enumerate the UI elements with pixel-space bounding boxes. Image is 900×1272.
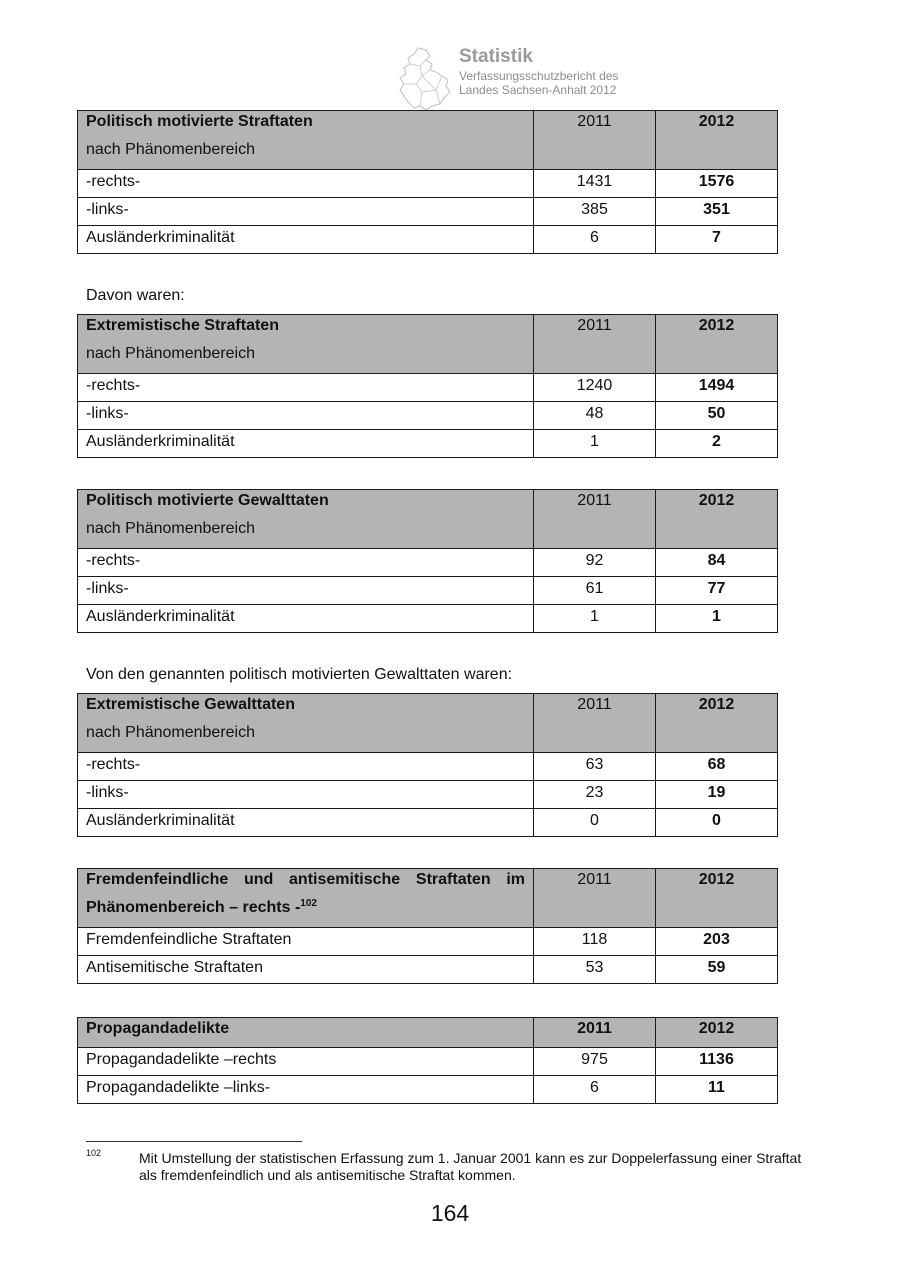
paragraph-von-den-genannten: Von den genannten politisch motivierten Gewalttaten waren: xyxy=(86,666,513,683)
value-2011: 1431 xyxy=(534,170,656,198)
footnote-divider xyxy=(86,1141,302,1142)
table-row xyxy=(78,430,778,458)
value-2012: 351 xyxy=(656,198,778,226)
table-header-label xyxy=(78,111,534,170)
table-header-label xyxy=(78,1018,534,1048)
table-row xyxy=(78,781,778,809)
value-2012: 1136 xyxy=(656,1048,778,1076)
column-header-2012: 2012 xyxy=(656,694,778,753)
table-subtitle: nach Phänomenbereich xyxy=(86,141,256,158)
value-2011: 1 xyxy=(534,430,656,458)
column-header-2011: 2011 xyxy=(534,111,656,170)
footnote-reference[interactable]: 102 xyxy=(300,898,317,909)
value-2011: 1 xyxy=(534,605,656,633)
row-label: -links- xyxy=(78,781,534,809)
table-title: Fremdenfeindliche und antisemitische Straftaten im xyxy=(86,871,525,888)
saxony-anhalt-map-logo xyxy=(396,46,452,110)
header-subtitle-line2: Landes Sachsen-Anhalt 2012 xyxy=(459,83,617,97)
table-title: Extremistische Straftaten xyxy=(86,317,279,334)
table-header-row xyxy=(78,869,778,928)
value-2011: 6 xyxy=(534,226,656,254)
table-row xyxy=(78,170,778,198)
row-label: -links- xyxy=(78,198,534,226)
column-header-2011: 2011 xyxy=(534,694,656,753)
row-label: Fremdenfeindliche Straftaten xyxy=(78,928,534,956)
value-2012: 50 xyxy=(656,402,778,430)
table-row xyxy=(78,809,778,837)
table-title: Extremistische Gewalttaten xyxy=(86,696,295,713)
header-subtitle-line1: Verfassungsschutzbericht des xyxy=(459,69,619,83)
value-2012: 19 xyxy=(656,781,778,809)
footnote-text: Mit Umstellung der statistischen Erfassung zum 1. Januar 2001 kann es zur Doppelerfassung einer Straftat als fremdenfeindlich und als antisemitische Straftat kommen. xyxy=(139,1150,802,1183)
footnote-number: 102 xyxy=(86,1148,102,1158)
column-header-2012: 2012 xyxy=(656,315,778,374)
value-2011: 1240 xyxy=(534,374,656,402)
table-extremistische-straftaten xyxy=(77,314,778,458)
column-header-2012: 2012 xyxy=(656,1018,778,1048)
row-label: Ausländerkriminalität xyxy=(78,809,534,837)
value-2011: 0 xyxy=(534,809,656,837)
column-header-2012: 2012 xyxy=(656,490,778,549)
value-2012: 203 xyxy=(656,928,778,956)
row-label: Antisemitische Straftaten xyxy=(78,956,534,984)
row-label: -links- xyxy=(78,402,534,430)
table-propagandadelikte xyxy=(77,1017,778,1104)
value-2012: 68 xyxy=(656,753,778,781)
table-subtitle: nach Phänomenbereich xyxy=(86,345,256,362)
table-subtitle xyxy=(86,898,525,918)
table-subtitle: nach Phänomenbereich xyxy=(86,520,256,537)
value-2011: 118 xyxy=(534,928,656,956)
row-label: -links- xyxy=(78,577,534,605)
table-header-row xyxy=(78,694,778,753)
value-2012: 84 xyxy=(656,549,778,577)
column-header-2011: 2011 xyxy=(534,1018,656,1048)
table-header-row xyxy=(78,111,778,170)
value-2012: 0 xyxy=(656,809,778,837)
table-row xyxy=(78,577,778,605)
table-header-row xyxy=(78,1018,778,1048)
row-label: Ausländerkriminalität xyxy=(78,226,534,254)
table-row xyxy=(78,402,778,430)
row-label: Ausländerkriminalität xyxy=(78,430,534,458)
table-header-label xyxy=(78,315,534,374)
table-row xyxy=(78,226,778,254)
table-row xyxy=(78,928,778,956)
table-header-label xyxy=(78,869,534,928)
value-2011: 23 xyxy=(534,781,656,809)
column-header-2012: 2012 xyxy=(656,869,778,928)
table-header-row xyxy=(78,315,778,374)
row-label: -rechts- xyxy=(78,374,534,402)
table-header-label xyxy=(78,694,534,753)
value-2011: 92 xyxy=(534,549,656,577)
table-politisch-motivierte-straftaten xyxy=(77,110,778,254)
table-row xyxy=(78,198,778,226)
value-2011: 53 xyxy=(534,956,656,984)
table-subtitle-text: Phänomenbereich – rechts - xyxy=(86,899,301,916)
value-2012: 2 xyxy=(656,430,778,458)
table-header-row xyxy=(78,490,778,549)
column-header-2011: 2011 xyxy=(534,869,656,928)
table-title: Politisch motivierte Gewalttaten xyxy=(86,492,329,509)
value-2011: 385 xyxy=(534,198,656,226)
value-2011: 975 xyxy=(534,1048,656,1076)
value-2011: 6 xyxy=(534,1076,656,1104)
value-2011: 63 xyxy=(534,753,656,781)
table-subtitle: nach Phänomenbereich xyxy=(86,724,256,741)
table-header-label xyxy=(78,490,534,549)
table-row xyxy=(78,1048,778,1076)
column-header-2012: 2012 xyxy=(656,111,778,170)
value-2011: 61 xyxy=(534,577,656,605)
value-2012: 1 xyxy=(656,605,778,633)
table-title: Politisch motivierte Straftaten xyxy=(86,113,313,130)
row-label: Propagandadelikte –links- xyxy=(78,1076,534,1104)
row-label: Ausländerkriminalität xyxy=(78,605,534,633)
table-politisch-motivierte-gewalttaten xyxy=(77,489,778,633)
table-fremdenfeindliche-antisemitische-straftaten xyxy=(77,868,778,984)
value-2012: 59 xyxy=(656,956,778,984)
table-row xyxy=(78,605,778,633)
page-number: 164 xyxy=(430,1200,470,1226)
value-2011: 48 xyxy=(534,402,656,430)
column-header-2011: 2011 xyxy=(534,490,656,549)
value-2012: 77 xyxy=(656,577,778,605)
value-2012: 1576 xyxy=(656,170,778,198)
column-header-2011: 2011 xyxy=(534,315,656,374)
value-2012: 1494 xyxy=(656,374,778,402)
value-2012: 11 xyxy=(656,1076,778,1104)
table-row xyxy=(78,753,778,781)
value-2012: 7 xyxy=(656,226,778,254)
table-row xyxy=(78,374,778,402)
table-extremistische-gewalttaten xyxy=(77,693,778,837)
page-header xyxy=(396,44,656,110)
table-title: Propagandadelikte xyxy=(86,1020,230,1037)
row-label: -rechts- xyxy=(78,549,534,577)
paragraph-davon-waren: Davon waren: xyxy=(86,287,185,304)
row-label: Propagandadelikte –rechts xyxy=(78,1048,534,1076)
table-row xyxy=(78,1076,778,1104)
header-title: Statistik xyxy=(459,46,533,67)
table-row xyxy=(78,549,778,577)
row-label: -rechts- xyxy=(78,170,534,198)
table-row xyxy=(78,956,778,984)
row-label: -rechts- xyxy=(78,753,534,781)
